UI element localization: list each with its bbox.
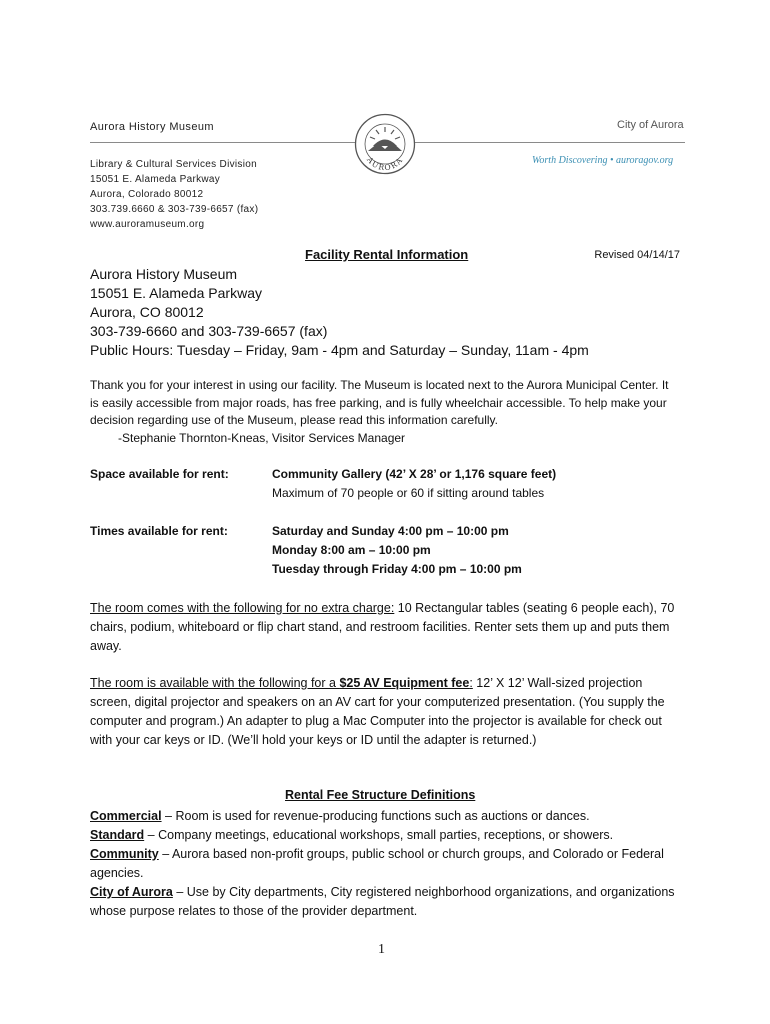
intro-text: Thank you for your interest in using our facility. The Museum is located next to the Aurora Municipal Center. It is easily accessible from major roads, has free parking, and is fully wheelchair accessible. To help make your decision regarding use of the Museum, please read this information carefully. <box>90 378 669 427</box>
definition-text: – Aurora based non-profit groups, public school or church groups, and Colorado or Federal agencies. <box>90 847 664 880</box>
definition-text: – Room is used for revenue-producing functions such as auctions or dances. <box>161 809 590 823</box>
contact-line: 15051 E. Alameda Parkway <box>90 285 262 301</box>
av-text: 12’ X 12’ Wall-sized projection screen, digital projector and speakers on an AV cart for your computerized presentation. (You supply the computer and program.) An adapter to plug a Mac Computer into the projector is available for check out with your car keys or ID. (We’ll hold your keys or ID until the adapter is returned.) <box>90 676 665 747</box>
av-colon: : <box>469 676 473 690</box>
definition-item <box>90 845 685 883</box>
definition-text: – Use by City departments, City registered neighborhood organizations, and organizations whose purpose relates to those of the provider department. <box>90 885 675 918</box>
letterhead-city-name: City of Aurora <box>617 119 684 131</box>
times-details <box>272 522 522 579</box>
definition-term: Community <box>90 847 159 861</box>
contact-line: Aurora, CO 80012 <box>90 304 204 320</box>
definition-term: City of Aurora <box>90 885 173 899</box>
address-line: www.auroramuseum.org <box>90 219 205 230</box>
contact-line: Aurora History Museum <box>90 266 238 282</box>
definition-term: Standard <box>90 828 145 842</box>
address-line: 15051 E. Alameda Parkway <box>90 174 221 185</box>
definitions-title: Rental Fee Structure Definitions <box>285 788 476 802</box>
city-seal-logo <box>354 113 416 175</box>
time-slot: Tuesday through Friday 4:00 pm – 10:00 pm <box>272 562 522 576</box>
space-capacity: Maximum of 70 people or 60 if sitting around tables <box>272 486 545 500</box>
signature: -Stephanie Thornton-Kneas, Visitor Services Manager <box>118 430 406 445</box>
svg-text:AURORA: AURORA <box>365 155 405 173</box>
revised-date: Revised 04/14/17 <box>594 249 680 261</box>
intro-paragraph <box>90 377 680 447</box>
page-number: 1 <box>378 942 385 957</box>
address-line: Aurora, Colorado 80012 <box>90 189 204 200</box>
av-equipment-paragraph <box>90 674 685 750</box>
definitions-list <box>90 807 685 921</box>
document-title: Facility Rental Information <box>305 247 469 262</box>
time-slot: Monday 8:00 am – 10:00 pm <box>272 543 431 557</box>
contact-block <box>90 265 589 360</box>
title-row <box>90 247 680 265</box>
definition-item <box>90 883 685 921</box>
definition-item <box>90 807 685 826</box>
included-lead: The room comes with the following for no extra charge: <box>90 601 395 615</box>
space-details <box>272 465 556 503</box>
definition-item <box>90 826 685 845</box>
time-slot: Saturday and Sunday 4:00 pm – 10:00 pm <box>272 524 509 538</box>
definition-term: Commercial <box>90 809 162 823</box>
letterhead-museum-name: Aurora History Museum <box>90 121 214 133</box>
public-hours: Public Hours: Tuesday – Friday, 9am - 4pm and Saturday – Sunday, 11am - 4pm <box>90 342 589 358</box>
space-name: Community Gallery (42’ X 28’ or 1,176 square feet) <box>272 467 557 481</box>
included-text: 10 Rectangular tables (seating 6 people each), 70 chairs, podium, whiteboard or flip chart stand, and restroom facilities. Renter sets them up and puts them away. <box>90 601 675 653</box>
letterhead-tagline: Worth Discovering • auroragov.org <box>532 155 674 166</box>
av-fee: $25 AV Equipment fee <box>339 676 470 690</box>
space-label: Space available for rent: <box>90 467 229 481</box>
times-label: Times available for rent: <box>90 524 228 538</box>
included-items-paragraph <box>90 599 685 656</box>
av-lead: The room is available with the following for a <box>90 676 340 690</box>
definition-text: – Company meetings, educational workshops, small parties, receptions, or showers. <box>144 828 614 842</box>
address-line: Library & Cultural Services Division <box>90 159 257 170</box>
letterhead-address <box>90 157 258 232</box>
address-line: 303.739.6660 & 303-739-6657 (fax) <box>90 204 259 215</box>
contact-line: 303-739-6660 and 303-739-6657 (fax) <box>90 323 328 339</box>
